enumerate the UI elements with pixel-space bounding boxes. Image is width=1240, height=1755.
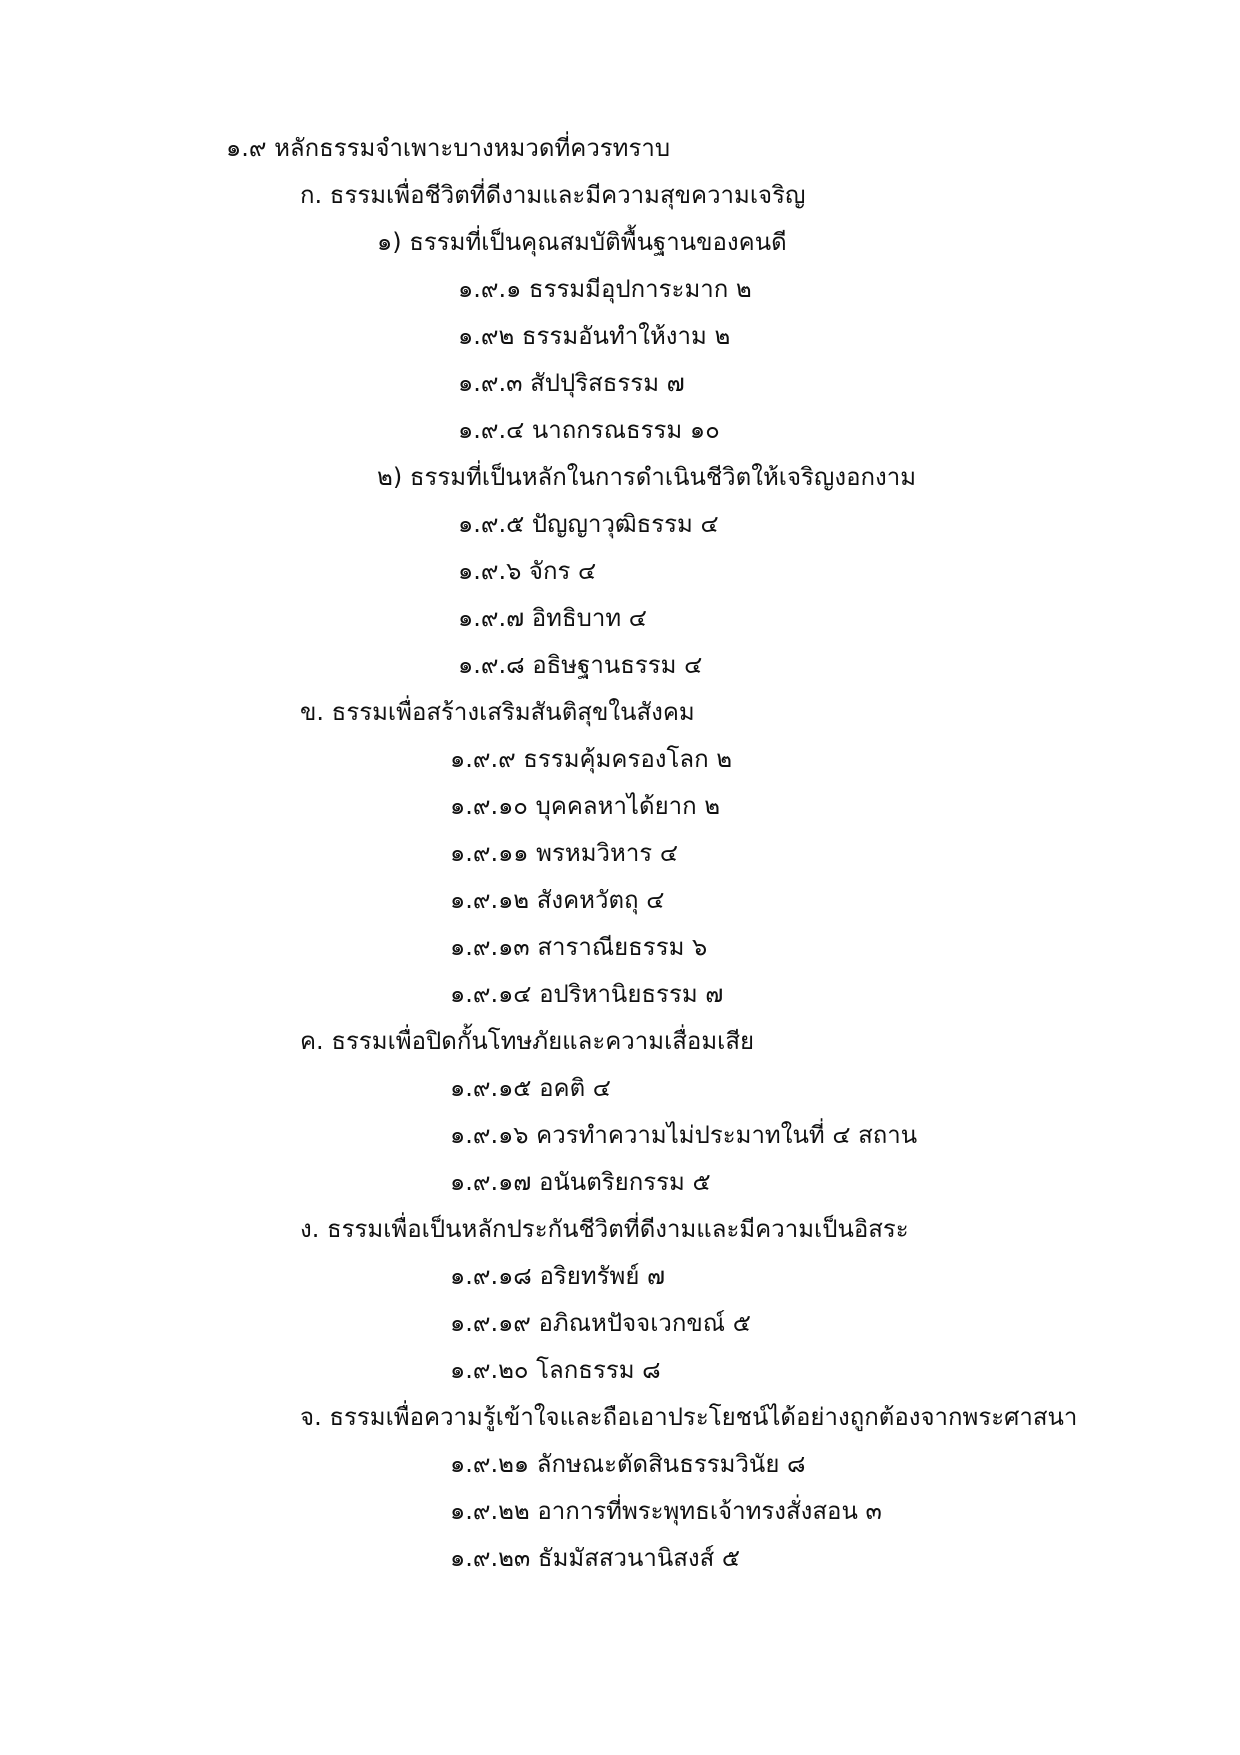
subgroup-heading: ๒) ธรรมที่เป็นหลักในการดำเนินชีวิตให้เจริญงอกงาม [377,463,917,491]
list-item: ๑.๙.๑๘ อริยทรัพย์ ๗ [450,1262,666,1290]
list-item: ๑.๙.๓ สัปปุริสธรรม ๗ [458,369,685,397]
subgroup-heading: ๑) ธรรมที่เป็นคุณสมบัติพื้นฐานของคนดี [377,228,787,256]
list-item: ๑.๙.๔ นาถกรณธรรม ๑๐ [458,416,720,444]
list-item: ๑.๙.๑๒ สังคหวัตถุ ๔ [450,886,665,914]
list-item: ๑.๙.๒๐ โลกธรรม ๘ [450,1356,661,1384]
list-item: ๑.๙.๑๑ พรหมวิหาร ๔ [450,839,678,867]
list-item: ๑.๙.๙ ธรรมคุ้มครองโลก ๒ [450,745,733,773]
list-item: ๑.๙.๑๓ สาราณียธรรม ๖ [450,933,708,961]
list-item: ๑.๙.๖ จักร ๔ [458,557,597,585]
list-item: ๑.๙.๘ อธิษฐานธรรม ๔ [458,651,703,679]
list-item: ๑.๙.๑๕ อคติ ๔ [450,1074,611,1102]
list-item: ๑.๙.๒๓ ธัมมัสสวนานิสงส์ ๕ [450,1544,741,1572]
category-heading: ค. ธรรมเพื่อปิดกั้นโทษภัยและความเสื่อมเสีย [300,1027,755,1055]
list-item: ๑.๙.๕ ปัญญาวุฒิธรรม ๔ [458,510,719,538]
list-item: ๑.๙.๑๐ บุคคลหาได้ยาก ๒ [450,792,721,820]
list-item: ๑.๙.๑๗ อนันตริยกรรม ๕ [450,1168,711,1196]
category-heading: ง. ธรรมเพื่อเป็นหลักประกันชีวิตที่ดีงามและมีความเป็นอิสระ [300,1215,909,1243]
list-item: ๑.๙๒ ธรรมอันทำให้งาม ๒ [458,322,731,350]
list-item: ๑.๙.๑๙ อภิณหปัจจเวกขณ์ ๕ [450,1309,751,1337]
category-heading: ก. ธรรมเพื่อชีวิตที่ดีงามและมีความสุขความเจริญ [300,181,806,209]
list-item: ๑.๙.๑๖ ควรทำความไม่ประมาทในที่ ๔ สถาน [450,1121,918,1149]
list-item: ๑.๙.๒๑ ลักษณะตัดสินธรรมวินัย ๘ [450,1450,806,1478]
list-item: ๑.๙.๑๔ อปริหานิยธรรม ๗ [450,980,724,1008]
list-item: ๑.๙.๒๒ อาการที่พระพุทธเจ้าทรงสั่งสอน ๓ [450,1497,882,1525]
category-heading: จ. ธรรมเพื่อความรู้เข้าใจและถือเอาประโยชน์ได้อย่างถูกต้องจากพระศาสนา [300,1403,1078,1431]
list-item: ๑.๙.๑ ธรรมมีอุปการะมาก ๒ [458,275,752,303]
category-heading: ข. ธรรมเพื่อสร้างเสริมสันติสุขในสังคม [300,698,695,726]
list-item: ๑.๙.๗ อิทธิบาท ๔ [458,604,647,632]
section-heading: ๑.๙ หลักธรรมจำเพาะบางหมวดที่ควรทราบ [226,134,671,162]
